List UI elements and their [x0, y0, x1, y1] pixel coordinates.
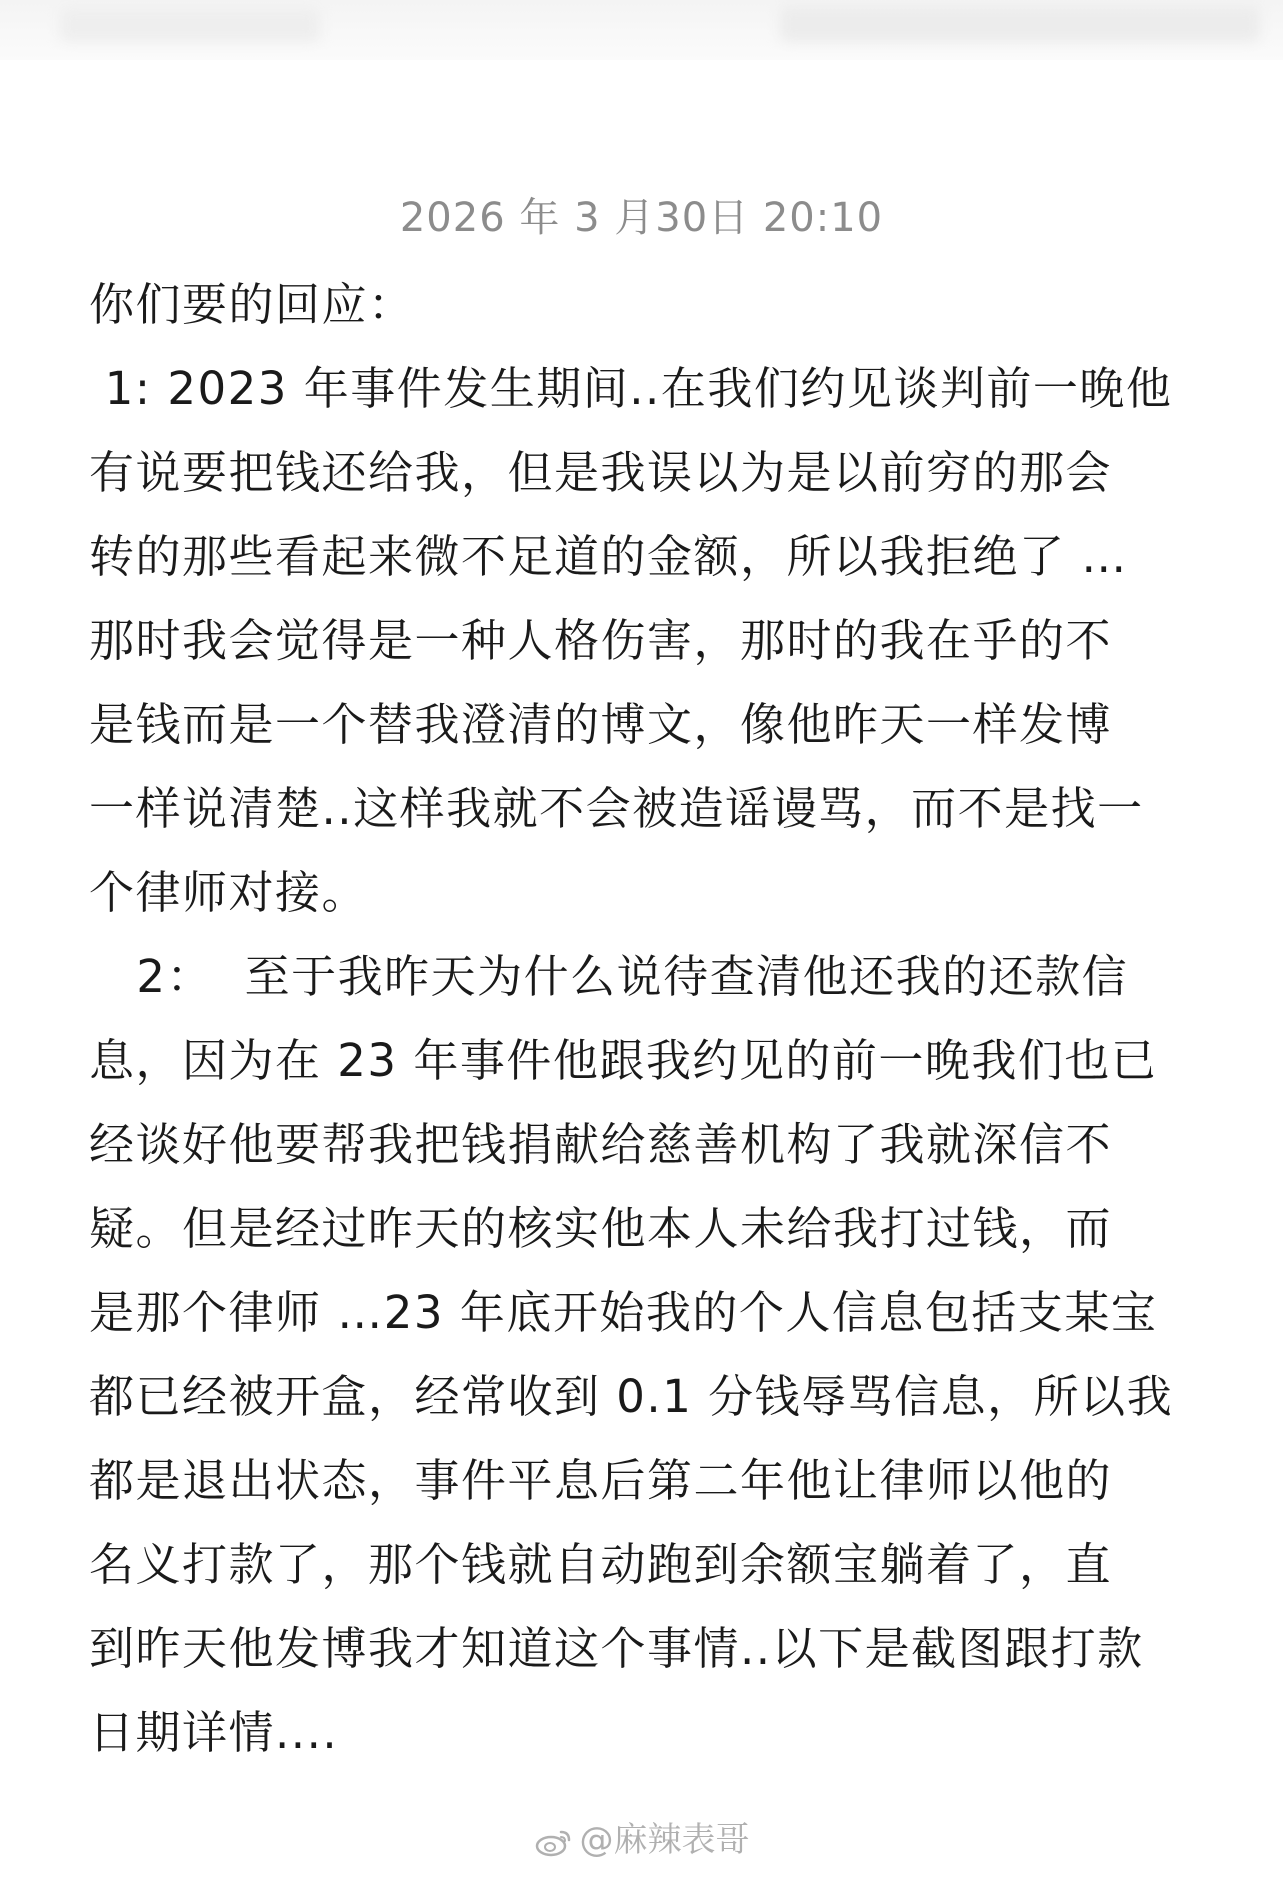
note-line: 一样说清楚..这样我就不会被造谣谩骂，而不是找一	[89, 782, 1144, 835]
note-line: 2： 至于我昨天为什么说待查清他还我的还款信	[89, 950, 1129, 1003]
note-line: 都是退出状态，事件平息后第二年他让律师以他的	[89, 1454, 1113, 1507]
note-body[interactable]	[89, 263, 1229, 1775]
note-line: 那时我会觉得是一种人格伤害，那时的我在乎的不	[89, 614, 1113, 667]
blurred-header-right	[780, 6, 1260, 42]
note-line: 个律师对接。	[89, 866, 369, 919]
note-line: 都已经被开盒，经常收到 0.1 分钱辱骂信息，所以我	[89, 1370, 1174, 1423]
watermark-text: @麻辣表哥	[579, 1820, 750, 1860]
note-line: 日期详情....	[89, 1706, 339, 1759]
note-line: 有说要把钱还给我，但是我误以为是以前穷的那会	[89, 446, 1113, 499]
blurred-header-left	[60, 8, 320, 42]
note-line: 名义打款了，那个钱就自动跑到余额宝躺着了，直	[89, 1538, 1113, 1591]
note-line: 是那个律师 …23 年底开始我的个人信息包括支某宝	[89, 1286, 1158, 1339]
note-line: 你们要的回应：	[89, 278, 415, 331]
note-line: 疑。但是经过昨天的核实他本人未给我打过钱，而	[89, 1202, 1113, 1255]
note-line: 是钱而是一个替我澄清的博文，像他昨天一样发博	[89, 698, 1113, 751]
blurred-top-bar	[0, 0, 1283, 60]
note-line: 经谈好他要帮我把钱捐献给慈善机构了我就深信不	[89, 1118, 1113, 1171]
weibo-icon	[534, 1826, 574, 1858]
note-line: 到昨天他发博我才知道这个事情..以下是截图跟打款	[89, 1622, 1144, 1675]
note-line: 1: 2023 年事件发生期间..在我们约见谈判前一晚他	[89, 362, 1173, 415]
note-timestamp: 2026 年 3 月30日 20:10	[399, 195, 884, 241]
note-line: 转的那些看起来微不足道的金额，所以我拒绝了 …	[89, 530, 1128, 583]
note-line: 息，因为在 23 年事件他跟我约见的前一晚我们也已	[89, 1034, 1158, 1087]
watermark	[0, 1818, 1283, 1862]
